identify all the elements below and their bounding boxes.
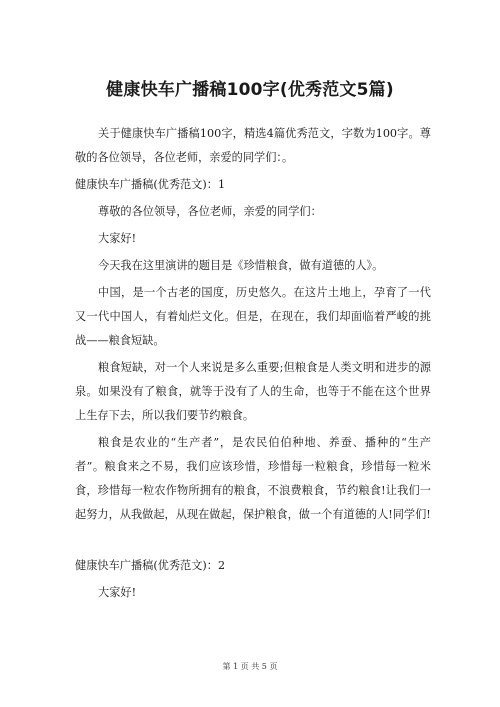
greeting-paragraph: 尊敬的各位领导，各位老师，亲爱的同学们： — [98, 205, 322, 218]
section-heading: 健康快车广播稿(优秀范文)：1 — [75, 178, 226, 191]
document-body — [75, 122, 431, 608]
body-paragraph: 粮食短缺，对一个人来说是多么重要;但粮食是人类文明和进步的源泉。如果没有了粮食，就等于没有了人的生命，也等于不能在这个世界上生存下去，所以我们要节约粮食。 — [75, 361, 431, 422]
topic-paragraph: 今天我在这里演讲的题目是《珍惜粮食，做有道德的人》。 — [98, 259, 384, 272]
hello-paragraph: 大家好! — [98, 232, 137, 245]
body-paragraph: 粮食是农业的“生产者”，是农民伯伯种地、养蚕、播种的“生产者”。粮食来之不易，我们应该珍惜，珍惜每一粒粮食，珍惜每一粒米食，珍惜每一粒农作物所拥有的粮食，不浪费粮食，节约粮食!让我们一起努力，从我做起，从现在做起，保护粮食，做一个有道德的人!同学们! — [75, 436, 431, 521]
hello-paragraph: 大家好! — [98, 586, 137, 599]
section-spacer — [75, 530, 431, 554]
section-heading: 健康快车广播稿(优秀范文)：2 — [75, 559, 226, 572]
intro-paragraph: 关于健康快车广播稿100字，精选4篇优秀范文，字数为100字。尊敬的各位领导，各位老师，亲爱的同学们：。 — [75, 127, 431, 164]
document-title: 健康快车广播稿100字(优秀范文5篇) — [106, 80, 394, 100]
page-indicator: 第 1 页 共 5 页 — [222, 662, 278, 671]
body-paragraph: 中国，是一个古老的国度，历史悠久。在这片土地上，孕育了一代又一代中国人，有着灿烂文化。但是，在现在，我们却面临着严峻的挑战——粮食短缺。 — [75, 286, 431, 347]
